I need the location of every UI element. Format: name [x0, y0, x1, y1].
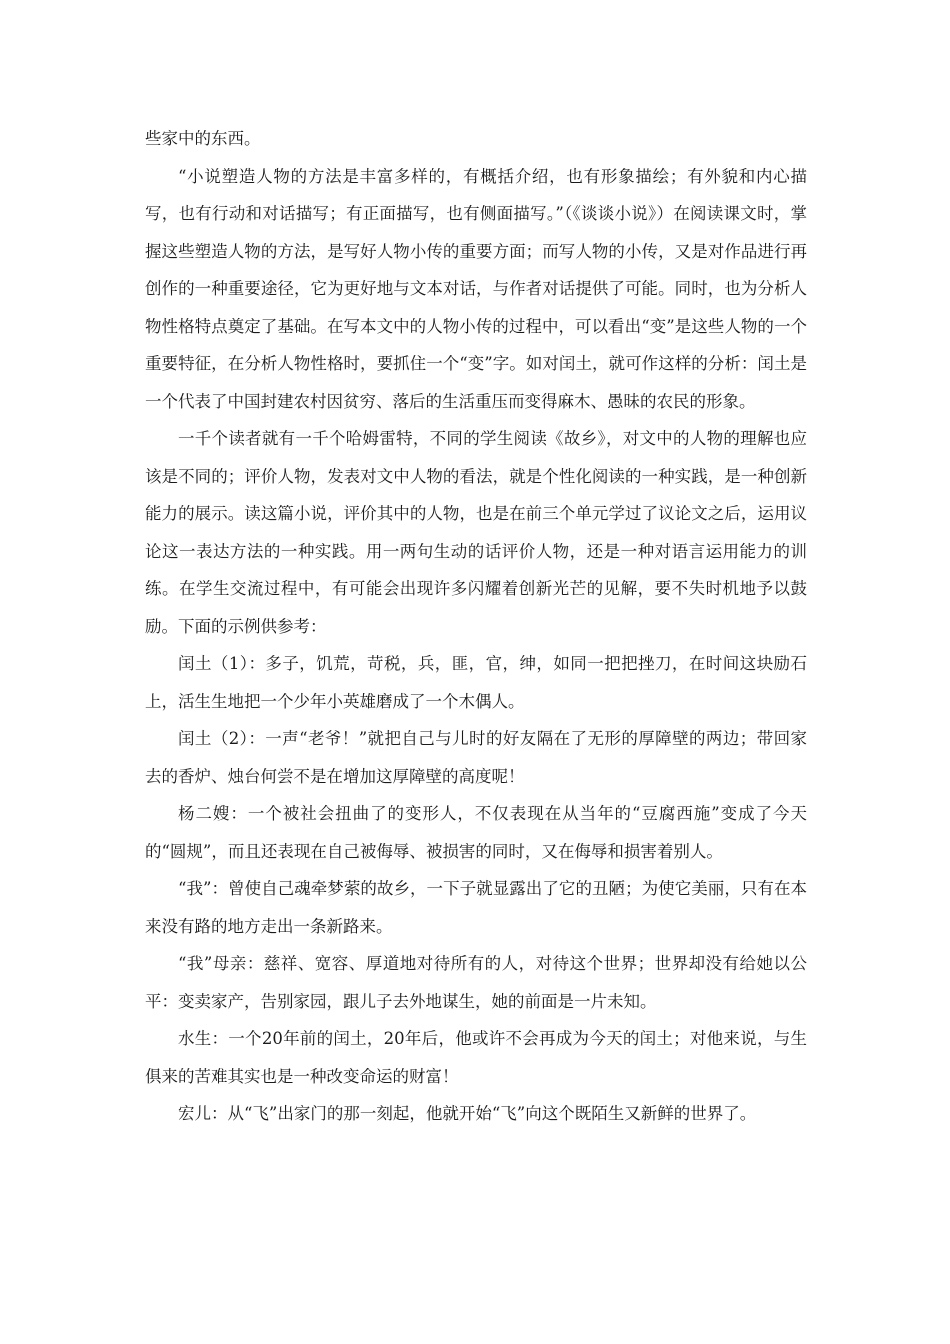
paragraph-yang-ersao: 杨二嫂：一个被社会扭曲了的变形人，不仅表现在从当年的“豆腐西施”变成了今天的“圆规”，而且还表现在自己被侮辱、被损害的同时，又在侮辱和损害着别人。	[145, 804, 807, 861]
paragraph-personal-reading: 一千个读者就有一千个哈姆雷特，不同的学生阅读《故乡》，对文中的人物的理解也应该是不同的；评价人物，发表对文中人物的看法，就是个性化阅读的一种实践，是一种创新能力的展示。读这篇小说，评价其中的人物，也是在前三个单元学过了议论文之后，运用议论这一表达方法的一种实践。用一两句生动的话评价人物，还是一种对语言运用能力的训练。在学生交流过程中，有可能会出现许多闪耀着创新光芒的见解，要不失时机地予以鼓励。下面的示例供参考：	[145, 429, 807, 636]
paragraph-character-methods: “小说塑造人物的方法是丰富多样的，有概括介绍，也有形象描绘；有外貌和内心描写，也有行动和对话描写；有正面描写，也有侧面描写。”（《谈谈小说》）在阅读课文时，掌握这些塑造人物的方法，是写好人物小传的重要方面；而写人物的小传，又是对作品进行再创作的一种重要途径，它为更好地与文本对话，与作者对话提供了可能。同时，也为分析人物性格特点奠定了基础。在写本文中的人物小传的过程中，可以看出“变”是这些人物的一个重要特征，在分析人物性格时，要抓住一个“变”字。如对闰土，就可作这样的分析：闰土是一个代表了中国封建农村因贫穷、落后的生活重压而变得麻木、愚昧的农民的形象。	[145, 166, 807, 411]
paragraph-narrator: “我”：曾使自己魂牵梦萦的故乡，一下子就显露出了它的丑陋；为使它美丽，只有在本来没有路的地方走出一条新路来。	[145, 879, 807, 936]
paragraph-runtu-2: 闰土（2）：一声“老爷！”就把自己与儿时的好友隔在了无形的厚障壁的两边；带回家去的香炉、烛台何尝不是在增加这厚障壁的高度呢！	[145, 729, 807, 786]
document-page	[145, 120, 807, 1133]
paragraph-continued: 些家中的东西。	[145, 129, 261, 148]
paragraph-runtu-1: 闰土（1）：多子，饥荒，苛税，兵，匪，官，绅，如同一把把挫刀，在时间这块励石上，活生生地把一个少年小英雄磨成了一个木偶人。	[145, 654, 807, 711]
paragraph-honger: 宏儿：从“飞”出家门的那一刻起，他就开始“飞”向这个既陌生又新鲜的世界了。	[178, 1104, 757, 1123]
paragraph-narrator-mother: “我”母亲：慈祥、宽容、厚道地对待所有的人，对待这个世界；世界却没有给她以公平：变卖家产，告别家园，跟儿子去外地谋生，她的前面是一片未知。	[145, 954, 807, 1011]
paragraph-shuisheng: 水生：一个20年前的闰土，20年后，他或许不会再成为今天的闰土；对他来说，与生俱来的苦难其实也是一种改变命运的财富！	[145, 1029, 807, 1086]
